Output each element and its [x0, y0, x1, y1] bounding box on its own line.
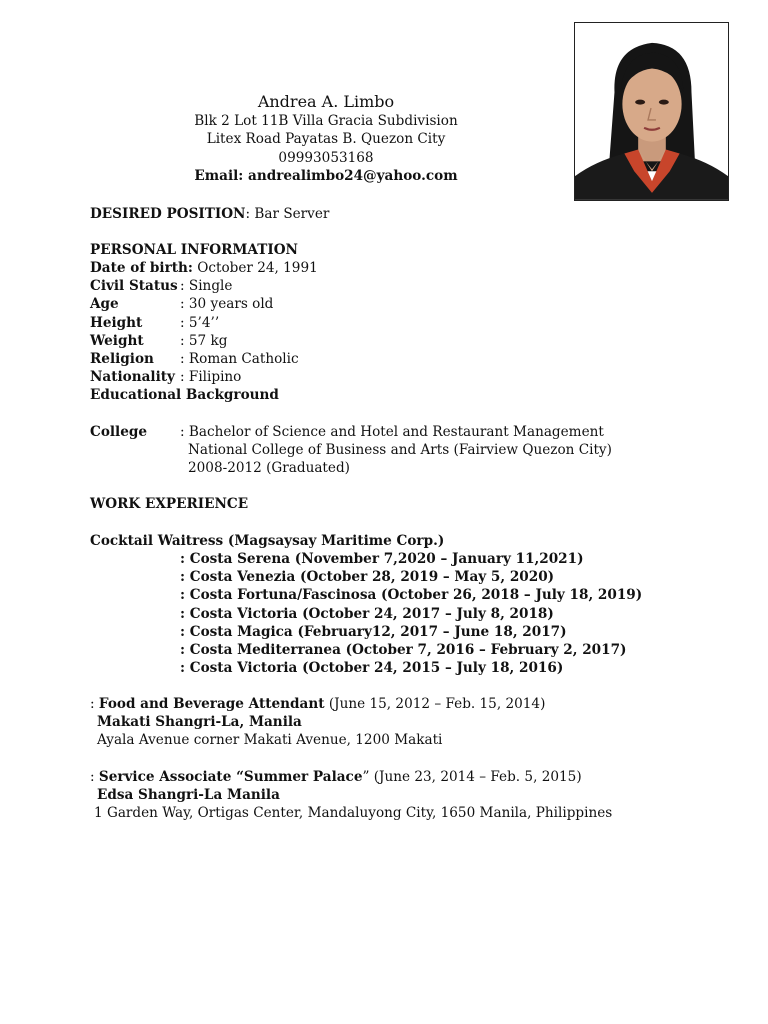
dob-row: [90, 259, 318, 277]
info-row-height: [90, 314, 219, 332]
info-label: Religion: [90, 351, 154, 367]
work-experience-heading: WORK EXPERIENCE: [90, 496, 249, 512]
info-value: : 57 kg: [180, 333, 228, 349]
job-dates: (June 15, 2012 – Feb. 15, 2014): [324, 696, 546, 712]
job-title: Food and Beverage Attendant: [98, 696, 325, 712]
info-row-civil-status: [90, 277, 232, 295]
education-heading: Educational Background: [90, 387, 279, 403]
info-row-nationality: [90, 368, 241, 386]
ship-entry: : Costa Venezia (October 28, 2019 – May 5, 2020): [180, 569, 555, 585]
job-address: 1 Garden Way, Ortigas Center, Mandaluyong City, 1650 Manila, Philippines: [94, 805, 613, 821]
applicant-name: Andrea A. Limbo: [257, 92, 395, 111]
info-row-weight: [90, 332, 227, 350]
dob-label: Date of birth:: [90, 260, 193, 276]
ship-entry: : Costa Fortuna/Fascinosa (October 26, 2018 – July 18, 2019): [180, 587, 643, 603]
ship-entry: : Costa Serena (November 7,2020 – January 11,2021): [180, 551, 584, 567]
address-line-2: Litex Road Payatas B. Quezon City: [206, 131, 446, 148]
job-dates: ” (June 23, 2014 – Feb. 5, 2015): [362, 769, 582, 785]
info-row-age: [90, 295, 273, 313]
college-row: [90, 423, 604, 441]
ship-entry: : Costa Mediterranea (October 7, 2016 – February 2, 2017): [180, 642, 627, 658]
job-prefix: :: [90, 696, 99, 712]
job-title-cocktail-waitress: Cocktail Waitress (Magsaysay Maritime Corp.): [90, 533, 445, 549]
job-title: Service Associate “Summer Palace: [98, 769, 363, 785]
info-label: Nationality: [90, 369, 175, 385]
personal-info-heading: PERSONAL INFORMATION: [90, 242, 298, 258]
phone-number: 09993053168: [278, 149, 374, 166]
desired-position-row: [90, 205, 329, 223]
portrait-illustration: [575, 23, 728, 200]
college-degree: : Bachelor of Science and Hotel and Restaurant Management: [180, 424, 604, 440]
info-value: : Filipino: [180, 369, 242, 385]
contact-header: [180, 93, 472, 185]
ship-entry: : Costa Victoria (October 24, 2015 – July 18, 2016): [180, 660, 564, 676]
info-value: : Roman Catholic: [180, 351, 299, 367]
desired-position-value: : Bar Server: [245, 206, 330, 222]
address-line-1: Blk 2 Lot 11B Villa Gracia Subdivision: [194, 113, 458, 130]
job-service-associate-row: [90, 768, 582, 786]
job-prefix: :: [90, 769, 99, 785]
info-label: Age: [90, 296, 119, 312]
email-address: Email: andrealimbo24@yahoo.com: [194, 167, 458, 184]
job-address: Ayala Avenue corner Makati Avenue, 1200 Makati: [97, 732, 443, 748]
desired-position-label: DESIRED POSITION: [90, 206, 246, 222]
info-value: : 5’4’’: [180, 315, 220, 331]
info-label: Civil Status: [90, 278, 178, 294]
job-food-beverage-row: [90, 695, 545, 713]
ship-entry: : Costa Magica (February12, 2017 – June 18, 2017): [180, 624, 567, 640]
info-label: Height: [90, 315, 143, 331]
info-value: : Single: [180, 278, 233, 294]
job-company: Makati Shangri-La, Manila: [97, 714, 302, 730]
info-label: Weight: [90, 333, 144, 349]
college-label: College: [90, 424, 148, 440]
info-value: : 30 years old: [180, 296, 274, 312]
profile-photo: [574, 22, 729, 201]
dob-value: October 24, 1991: [192, 260, 318, 276]
college-school: National College of Business and Arts (Fairview Quezon City): [188, 442, 612, 458]
ship-entry: : Costa Victoria (October 24, 2017 – July 8, 2018): [180, 606, 554, 622]
job-company: Edsa Shangri-La Manila: [97, 787, 280, 803]
info-row-religion: [90, 350, 299, 368]
college-years: 2008-2012 (Graduated): [188, 460, 350, 476]
